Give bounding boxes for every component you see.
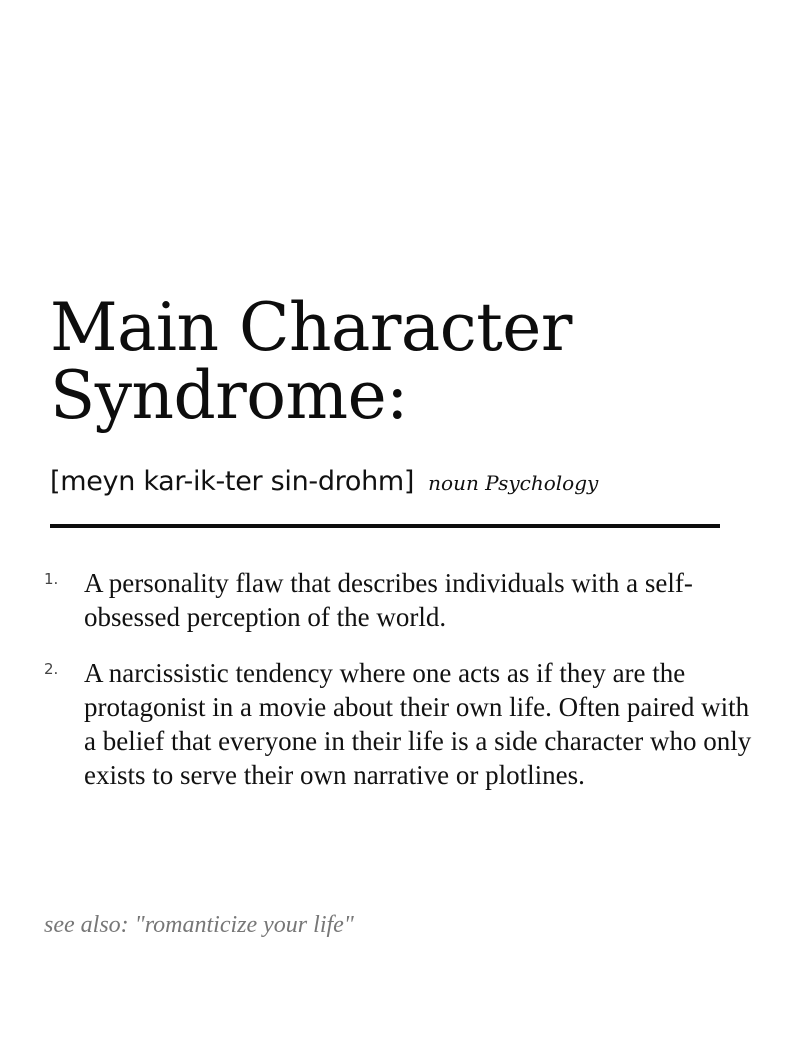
title-line-2: Syndrome: [50, 357, 408, 434]
definition-number: 2. [44, 660, 59, 678]
definition-text: A narcissistic tendency where one acts as if they are the protagonist in a movie about their own life. Often paired with a belief that everyone in their life is a side character who only exists to serve their own narrative or plotlines. [84, 658, 752, 790]
title-line-1: Main Character [50, 289, 572, 366]
definition-number: 1. [44, 570, 59, 588]
definition-text: A personality flaw that describes individuals with a self-obsessed perception of the world. [84, 568, 693, 632]
see-also-note: see also: "romanticize your life" [44, 912, 354, 938]
pronunciation-row [50, 466, 750, 497]
part-of-speech: noun Psychology [428, 471, 599, 495]
page-title [50, 289, 750, 434]
divider-rule [50, 524, 720, 528]
definition-list [44, 566, 754, 814]
definition-item-1 [44, 566, 754, 634]
definition-item-2 [44, 656, 754, 792]
pronunciation: [meyn kar-ik-ter sin-drohm] [50, 466, 415, 497]
